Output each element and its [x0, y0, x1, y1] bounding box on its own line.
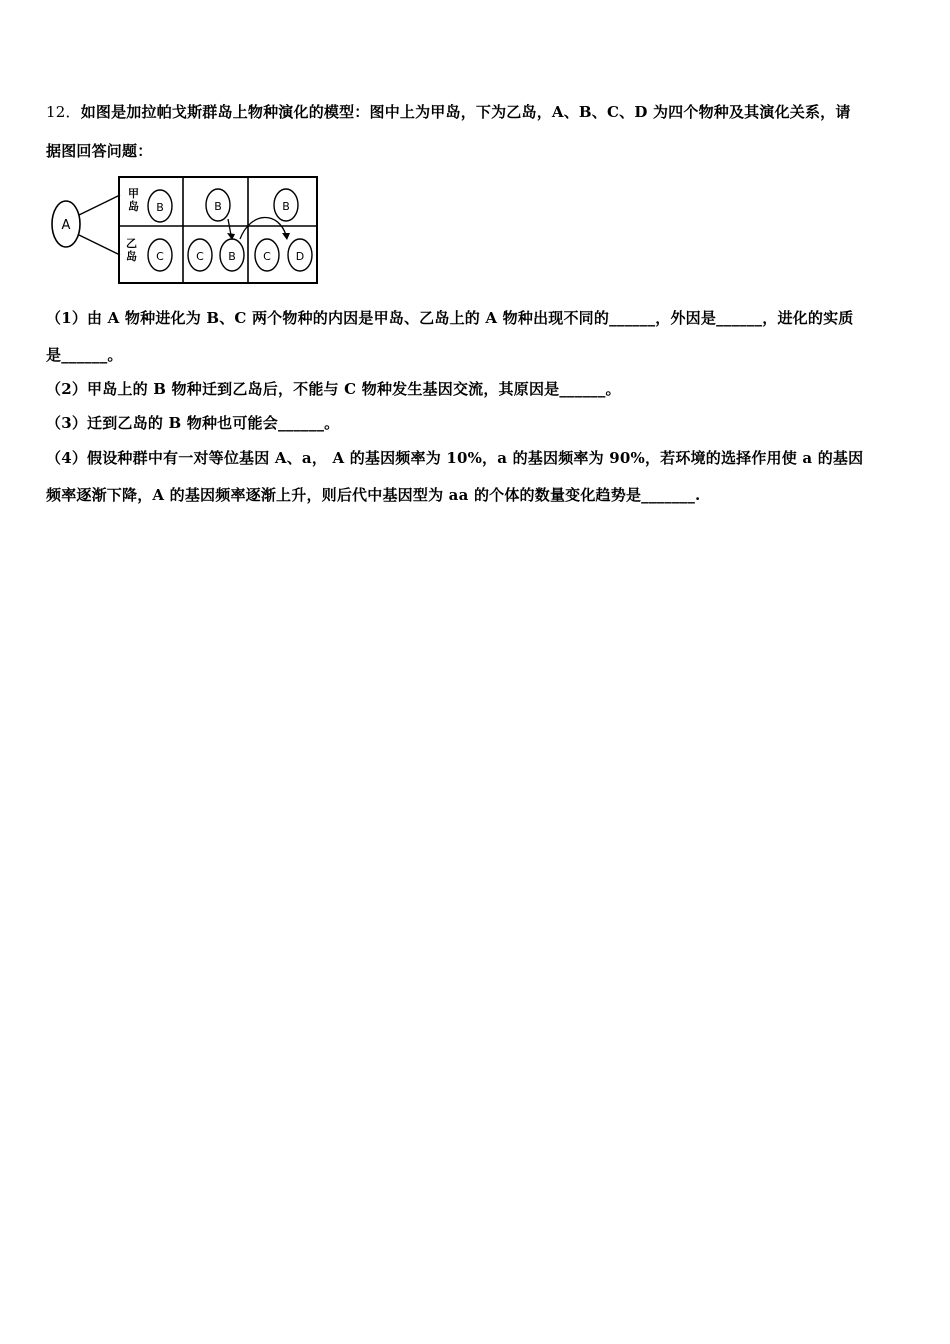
island-top-label — [128, 187, 139, 213]
speciation-diagram — [46, 173, 326, 288]
island-top-label-char-1: 甲 — [128, 187, 139, 200]
island-bottom-label-char-2: 岛 — [126, 250, 137, 263]
part-1-line-2: 是______。 — [46, 346, 123, 364]
species-label-bottom-2a: C — [196, 250, 204, 263]
part-2: （2）甲岛上的 B 物种迁到乙岛后，不能与 C 物种发生基因交流，其原因是______。 — [46, 380, 621, 398]
species-label-bottom-3a: C — [263, 250, 271, 263]
island-top-label-char-2: 岛 — [128, 200, 139, 213]
species-label-bottom-2b: B — [228, 250, 236, 263]
island-grid — [119, 177, 317, 283]
question-stem-line-1 — [46, 101, 851, 122]
species-label-top-2: B — [214, 200, 222, 213]
species-label-top-1: B — [156, 201, 164, 214]
island-bottom-label — [126, 237, 137, 263]
part-3: （3）迁到乙岛的 B 物种也可能会______。 — [46, 414, 340, 432]
part-4-line-1: （4）假设种群中有一对等位基因 A、a， A 的基因频率为 10%，a 的基因频率为 90%，若环境的选择作用使 a 的基因 — [46, 449, 864, 467]
species-label-bottom-1: C — [156, 250, 164, 263]
question-stem-text: 如图是加拉帕戈斯群岛上物种演化的模型：图中上为甲岛，下为乙岛，A、B、C、D 为四个物种及其演化关系，请 — [80, 103, 851, 121]
ancestor-species-label: A — [61, 218, 71, 233]
part-4-line-2: 频率逐渐下降，A 的基因频率逐渐上升，则后代中基因型为 aa 的个体的数量变化趋势是_______. — [46, 486, 701, 504]
question-stem-line-2: 据图回答问题： — [46, 142, 153, 160]
migration-arrow-down — [228, 219, 231, 235]
migration-arrow-curve — [240, 217, 286, 239]
branch-line-bottom — [79, 235, 120, 255]
island-bottom-label-char-1: 乙 — [126, 237, 137, 250]
question-number: 12． — [46, 103, 81, 121]
migration-arrow-curve-head — [282, 233, 290, 240]
species-label-top-3: B — [282, 200, 290, 213]
part-1-line-1: （1）由 A 物种进化为 B、C 两个物种的内因是甲岛、乙岛上的 A 物种出现不同的______，外因是______，进化的实质 — [46, 309, 854, 327]
species-label-bottom-3b: D — [295, 250, 305, 263]
branch-line-top — [79, 195, 120, 215]
